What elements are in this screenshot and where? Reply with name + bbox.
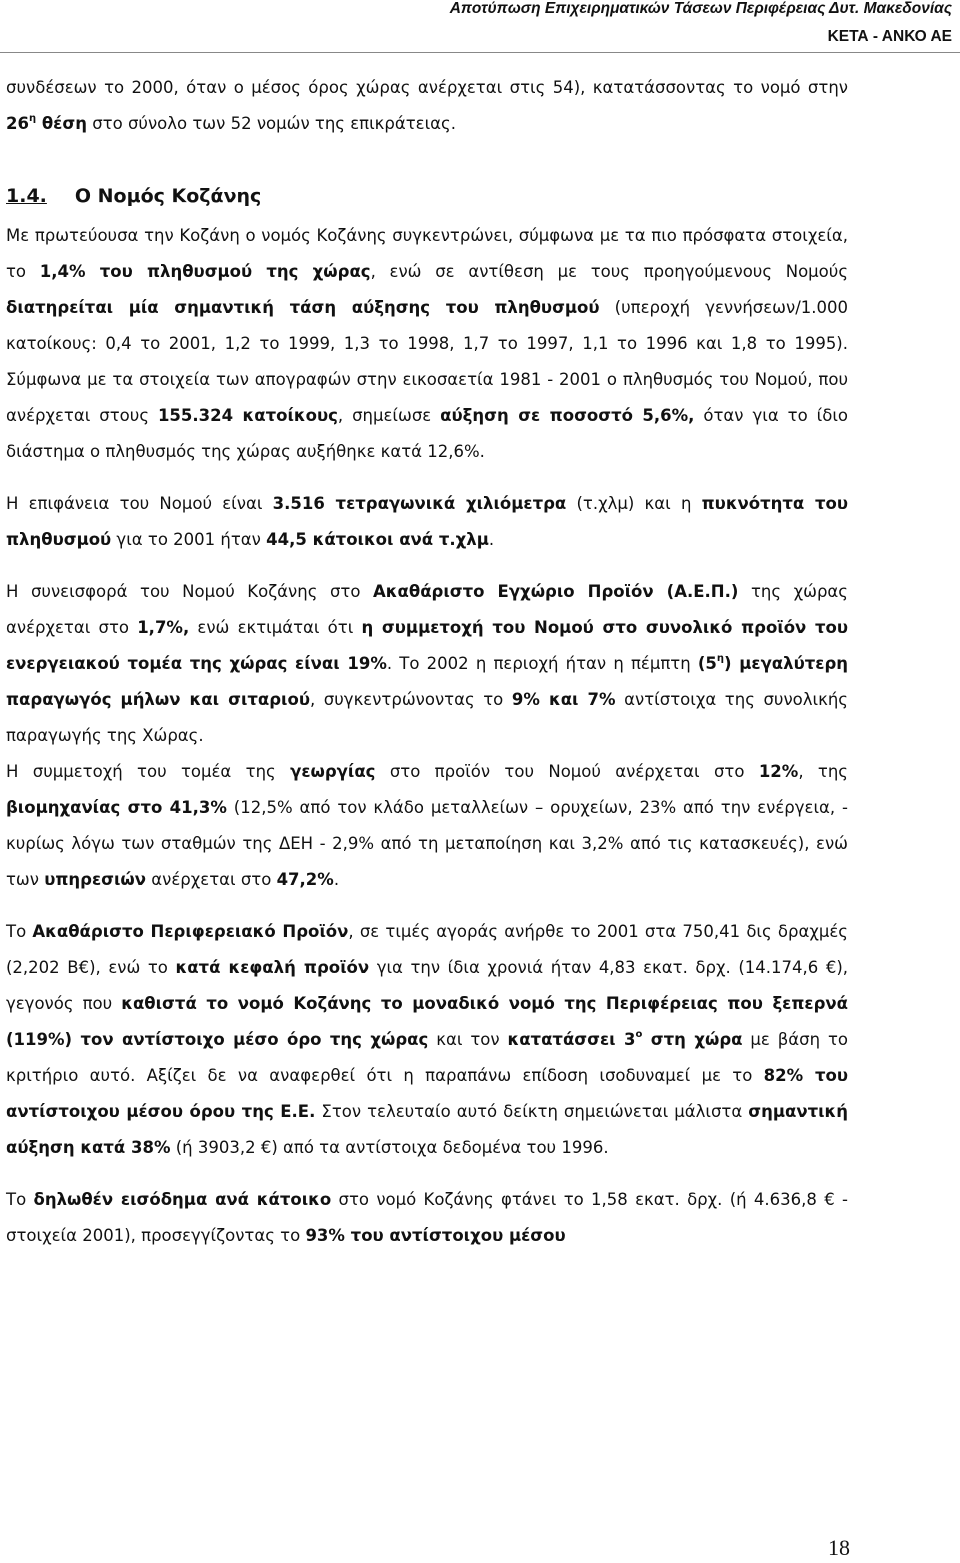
paragraph-income: Το δηλωθέν εισόδημα ανά κάτοικο στο νομό Κοζάνης φτάνει το 1,58 εκατ. δρχ. (ή 4.636,8 € - στοιχεία 2001), προσεγγίζοντας το 93% του αντίστοιχου μέσου xyxy=(6,1190,848,1245)
document-body xyxy=(6,70,848,1254)
paragraph-area-density: Η επιφάνεια του Νομού είναι 3.516 τετραγωνικά χιλιόμετρα (τ.χλμ) και η πυκνότητα του πληθυσμού για το 2001 ήταν 44,5 κάτοικοι ανά τ.χλμ. xyxy=(6,494,848,549)
running-header-title: Αποτύπωση Επιχειρηματικών Τάσεων Περιφέρειας Δυτ. Μακεδονίας xyxy=(449,0,952,17)
section-number: 1.4. xyxy=(6,185,47,207)
paragraph-regional-product: Το Ακαθάριστο Περιφερειακό Προϊόν, σε τιμές αγοράς ανήρθε το 2001 στα 750,41 δις δραχμές (2,202 Β€), ενώ το κατά κεφαλή προϊόν για την ίδια χρονιά ήταν 4,83 εκατ. δρχ. (14.174,6 €), γεγονός που καθιστά το νομό Κοζάνης το μοναδικό νομό της Περιφέρειας που ξεπερνά (119%) τον αντίστοιχο μέσο όρο της χώρας και τον κατατάσσει $3^o$ στη χώρα με βάση το κριτήριο αυτό. Αξίζει δε να αναφερθεί ότι η παραπάνω επίδοση ισοδυναμεί με το 82% του αντίστοιχου μέσου όρου της Ε.Ε. Στον τελευταίο αυτό δείκτη σημειώνεται μάλιστα σημαντική αύξηση κατά 38% (ή 3903,2 €) από τα αντίστοιχα δεδομένα του 1996. xyxy=(6,922,849,1157)
paragraph-gdp: Η συνεισφορά του Νομού Κοζάνης στο Ακαθάριστο Εγχώριο Προϊόν (Α.Ε.Π.) της χώρας ανέρχεται στο 1,7%, ενώ εκτιμάται ότι η συμμετοχή του Νομού στο συνολικό προϊόν του ενεργειακού τομέα της χώρας είναι 19%. Το 2002 η περιοχή ήταν η πέμπτη $(5^\eta)$ μεγαλύτερη παραγωγός μήλων και σιταριού, συγκεντρώνοντας το 9% και 7% αντίστοιχα της συνολικής παραγωγής της Χώρας. xyxy=(6,582,849,745)
header-rule xyxy=(0,52,960,53)
section-heading xyxy=(6,174,848,218)
intro-paragraph: συνδέσεων το 2000, όταν ο μέσος όρος χώρας ανέρχεται στις 54), κατατάσσοντας το νομό στην $26^\eta$ θέση στο σύνολο των 52 νομών της επικράτειας. xyxy=(6,78,848,133)
paragraph-population: Με πρωτεύουσα την Κοζάνη ο νομός Κοζάνης συγκεντρώνει, σύμφωνα με τα πιο πρόσφατα στοιχεία, το 1,4% του πληθυσμού της χώρας, ενώ σε αντίθεση με τους προηγούμενους Νομούς διατηρείται μία σημαντική τάση αύξησης του πληθυσμού (υπεροχή γεννήσεων/1.000 κατοίκους: 0,4 το 2001, 1,2 το 1999, 1,3 το 1998, 1,7 το 1997, 1,1 το 1996 και 1,8 το 1995). Σύμφωνα με τα στοιχεία των απογραφών στην εικοσαετία 1981 - 2001 ο πληθυσμός του Νομού, που ανέρχεται στους 155.324 κατοίκους, σημείωσε αύξηση σε ποσοστό 5,6%, όταν για το ίδιο διάστημα ο πληθυσμός της χώρας αυξήθηκε κατά 12,6%. xyxy=(6,226,849,461)
paragraph-sectors: Η συμμετοχή του τομέα της γεωργίας στο προϊόν του Νομού ανέρχεται στο 12%, της βιομηχανίας στο 41,3% (12,5% από τον κλάδο μεταλλείων – ορυχείων, 23% από την ενέργεια, - κυρίως λόγω των σταθμών της ΔΕΗ - 2,9% από τη μεταποίηση και 3,2% από τις κατασκευές), ενώ των υπηρεσιών ανέρχεται στο 47,2%. xyxy=(6,762,848,889)
running-header-org: ΚΕΤΑ - ΑΝΚΟ ΑΕ xyxy=(827,28,952,45)
page-number: 18 xyxy=(828,1535,850,1560)
section-title: Ο Νομός Κοζάνης xyxy=(74,185,262,207)
